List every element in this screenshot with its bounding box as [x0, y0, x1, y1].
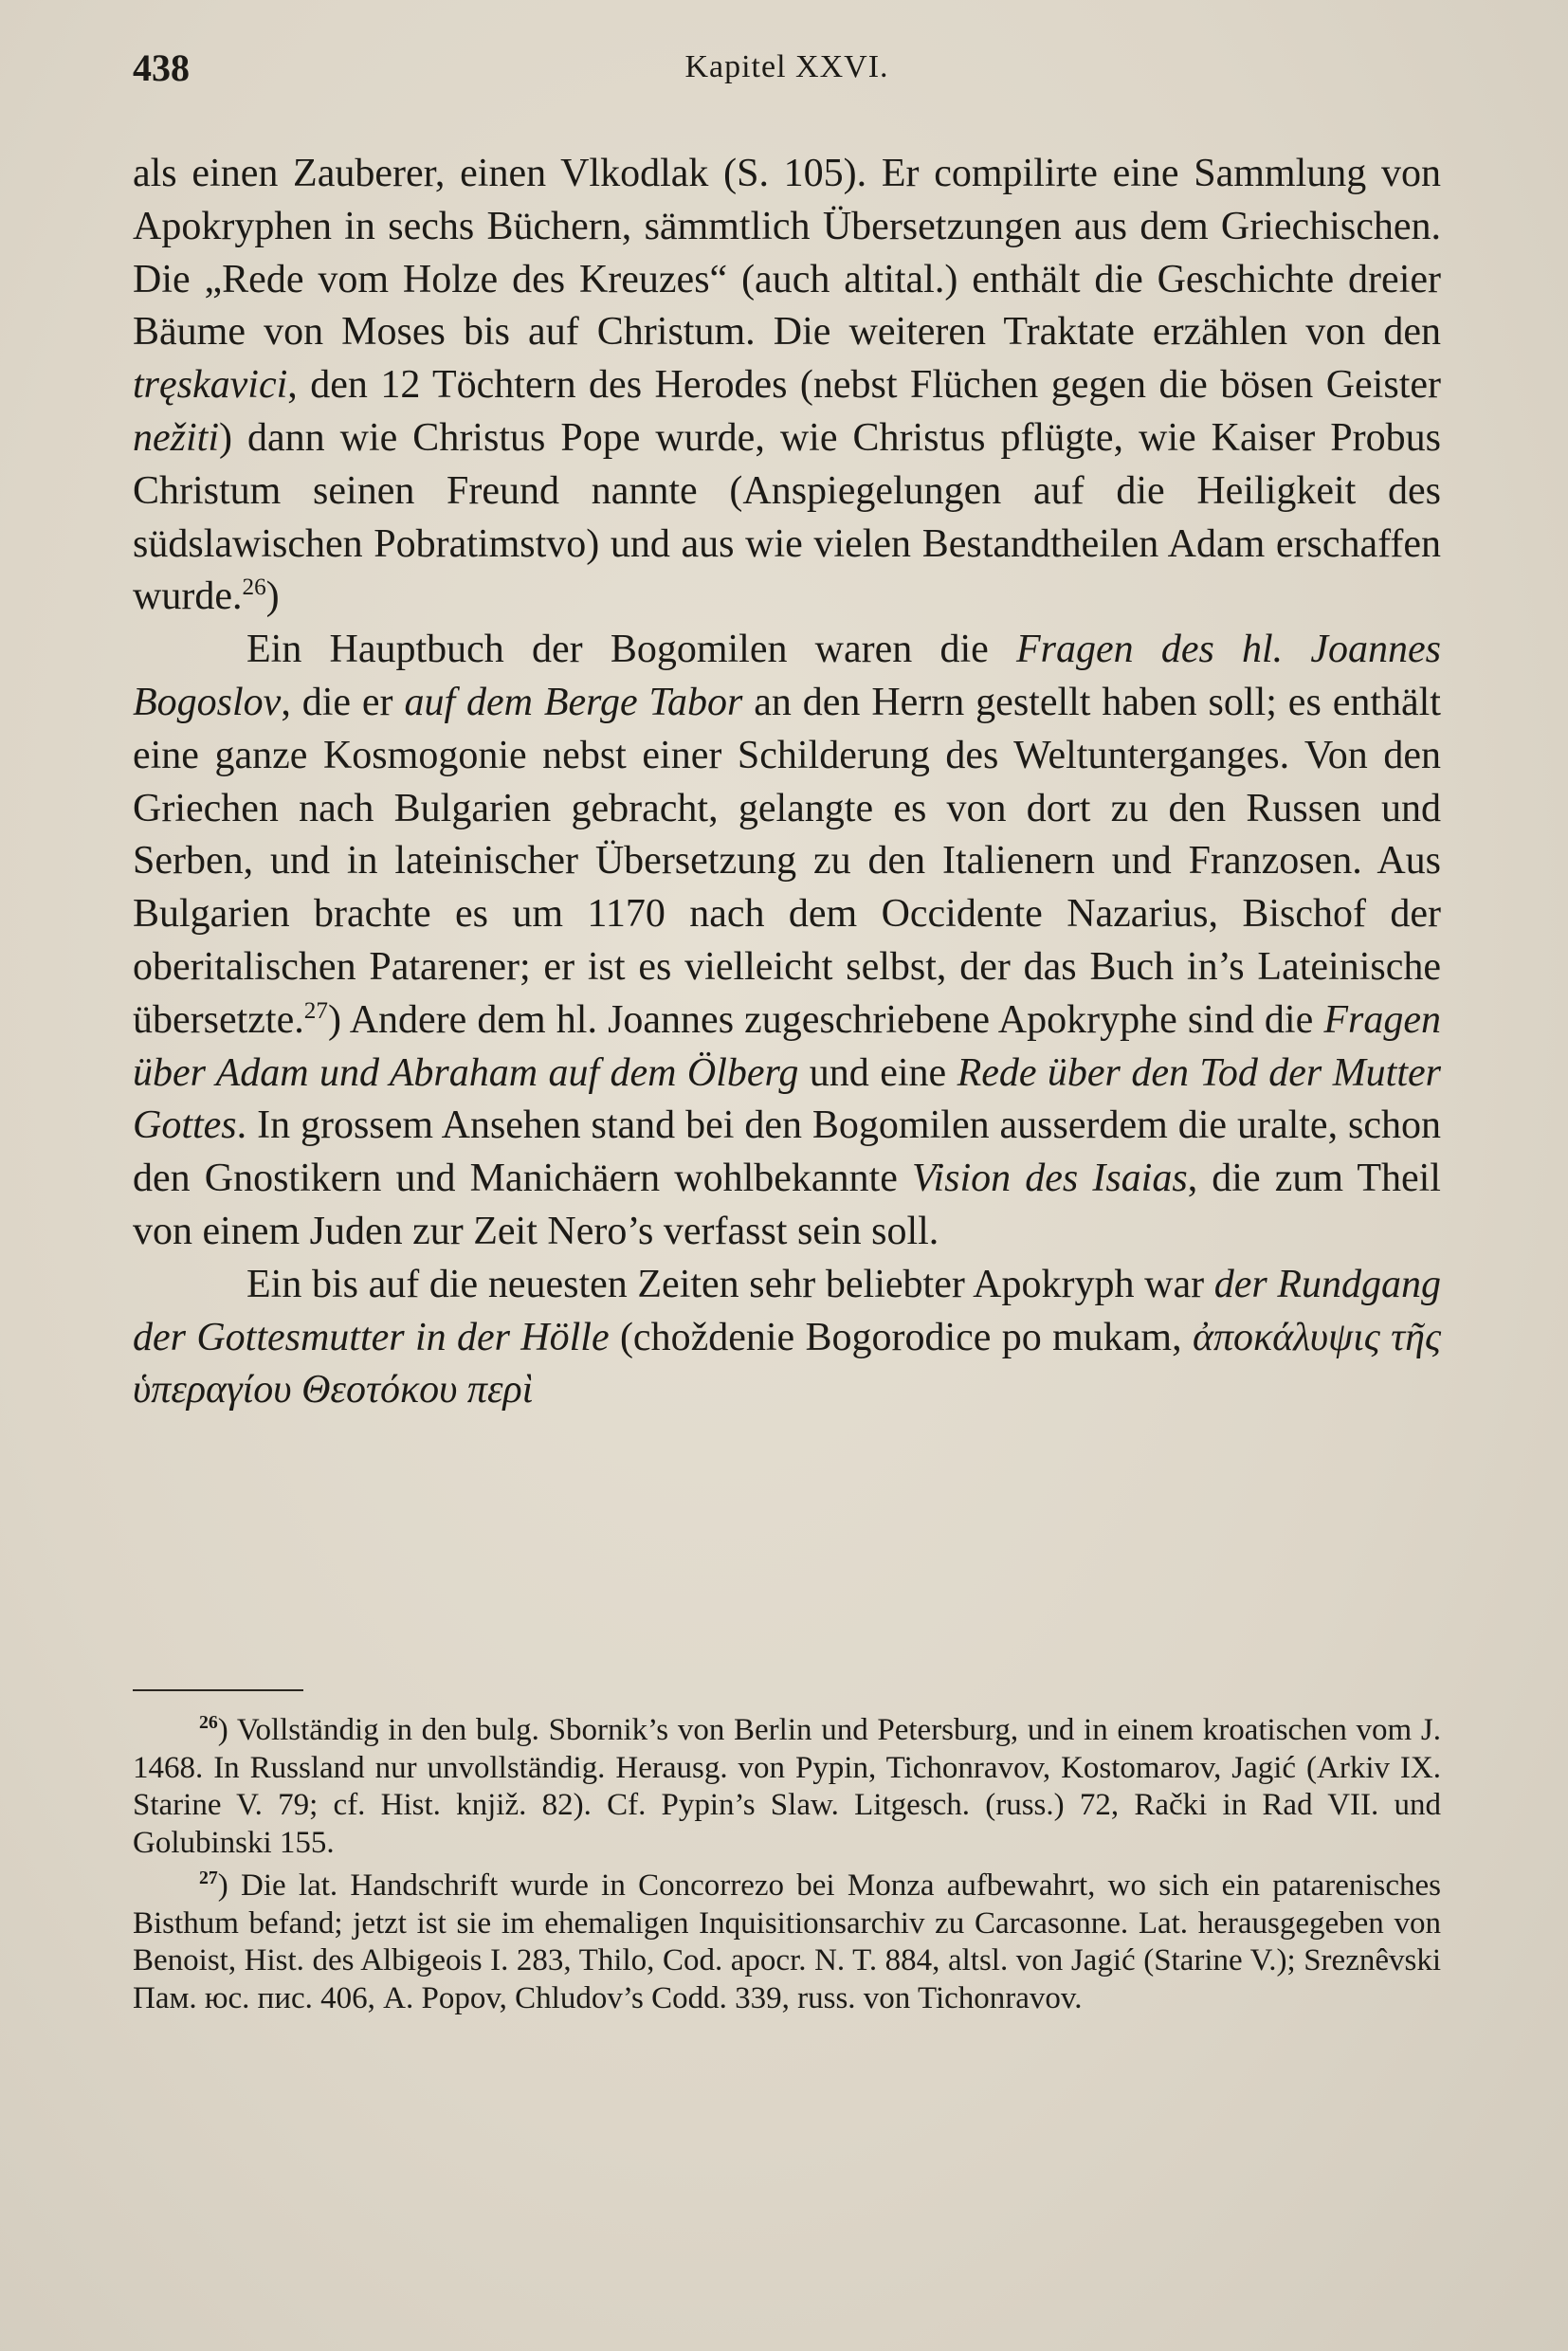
italic-text: Fragen des hl. Joannes Bogoslov [133, 628, 1441, 724]
text-run: , den 12 Töchtern des Herodes (nebst Flüchen gegen die bösen Geister [287, 363, 1441, 408]
text-run: . In grossem Ansehen stand bei den Bogomilen ausserdem die uralte, schon den Gnostikern und Manichäern wohlbekannte [133, 1103, 1441, 1201]
paragraph [133, 624, 1441, 1259]
text-run: ) Die lat. Handschrift wurde in Concorrezo bei Monza aufbewahrt, wo sich ein patarenisches Bisthum befand; jetzt ist sie im ehemaligen Inquisitionsarchiv zu Carcasonne. Lat. herausgegeben von Benoist, Hist. des Albigeois I. 283, Thilo, Cod. apocr. N. T. 884, altsl. von Jagić (Starine V.); Sreznêvski Пам. юс. пис. 406, A. Popov, Chludov’s Codd. 339, russ. von Tichonravov. [133, 1868, 1441, 2015]
paragraph [133, 1259, 1441, 1417]
italic-text: auf dem Berge Tabor [404, 680, 743, 724]
text-run: als einen Zauberer, einen Vlkodlak (S. 105). Er compilirte eine Sammlung von Apokryphen in sechs Büchern, sämmtlich Übersetzungen aus dem Griechischen. Die „Rede vom Holze des Kreuzes“ (auch altital.) enthält die Geschichte dreier Bäume von Moses bis auf Christum. Die weiteren Traktate erzählen von den [133, 152, 1441, 355]
footnote-reference: 26 [199, 1712, 218, 1734]
footnote-reference: 27 [303, 997, 328, 1024]
italic-text: Fragen über Adam und Abraham auf dem Ölberg [133, 997, 1441, 1095]
footnote-rule [133, 1689, 303, 1691]
text-run: und eine [798, 1050, 957, 1095]
text-run: ) [265, 574, 280, 619]
body-text [133, 148, 1441, 1417]
text-run: ) Vollständig in den bulg. Sbornik’s von Berlin und Petersburg, und in einem kroatischen vom J. 1468. In Russland nur unvollständig. Herausg. von Pypin, Tichonravov, Kostomarov, Jagić (Arkiv IX. Starine V. 79; cf. Hist. knjiž. 82). Cf. Pypin’s Slaw. Litgesch. (russ.) 72, Rački in Rad VII. und Golubinski 155. [133, 1713, 1441, 1860]
text-run: ) Andere dem hl. Joannes zugeschriebene Apokryphe sind die [327, 997, 1324, 1042]
text-run: , die er [281, 680, 405, 724]
italic-text: Vision des Isaias [911, 1157, 1188, 1201]
running-title: Kapitel XXVI. [684, 49, 889, 84]
footnote-reference: 27 [199, 1868, 218, 1889]
italic-text: der Rundgang der Gottesmutter in der Hölle [133, 1262, 1441, 1359]
footnote-reference: 26 [242, 574, 266, 601]
italic-text: ἀποκάλυψις τῆς ὑπεραγίου Θεοτόκου περὶ [133, 1315, 1442, 1412]
footnote [133, 1868, 1441, 2017]
running-head [133, 46, 1441, 93]
text-run: ) dann wie Christus Pope wurde, wie Christus pflügte, wie Kaiser Probus Christum seinen Freund nannte (Anspiegelungen auf die Heiligkeit des südslawischen Pobratimstvo) und aus wie vielen Bestandtheilen Adam erschaffen wurde. [133, 415, 1441, 619]
italic-text: nežiti [133, 415, 219, 460]
text-run: Ein Hauptbuch der Bogomilen waren die [246, 628, 1016, 672]
text-run: , die zum Theil von einem Juden zur Zeit Nero’s verfasst sein soll. [133, 1157, 1441, 1253]
paragraph [133, 148, 1441, 624]
footnote [133, 1712, 1441, 1862]
italic-text: Rede über den Tod der Mutter Gottes [133, 1050, 1442, 1148]
page-number: 438 [133, 46, 190, 89]
footnotes [133, 1712, 1441, 2023]
text-run: an den Herrn gestellt haben soll; es enthält eine ganze Kosmogonie nebst einer Schilderung des Weltunterganges. Von den Griechen nach Bulgarien gebracht, gelangte es von dort zu den Russen und Serben, und in lateinischer Übersetzung zu den Italienern und Franzosen. Aus Bulgarien brachte es um 1170 nach dem Occidente Nazarius, Bischof der oberitalischen Patarener; er ist es vielleicht selbst, der das Buch in’s Lateinische übersetzte. [133, 680, 1441, 1042]
italic-text: tręskavici [133, 363, 288, 408]
text-run: Ein bis auf die neuesten Zeiten sehr beliebter Apokryph war [246, 1262, 1214, 1306]
text-run: (choždenie Bogorodice po mukam, [609, 1315, 1193, 1359]
